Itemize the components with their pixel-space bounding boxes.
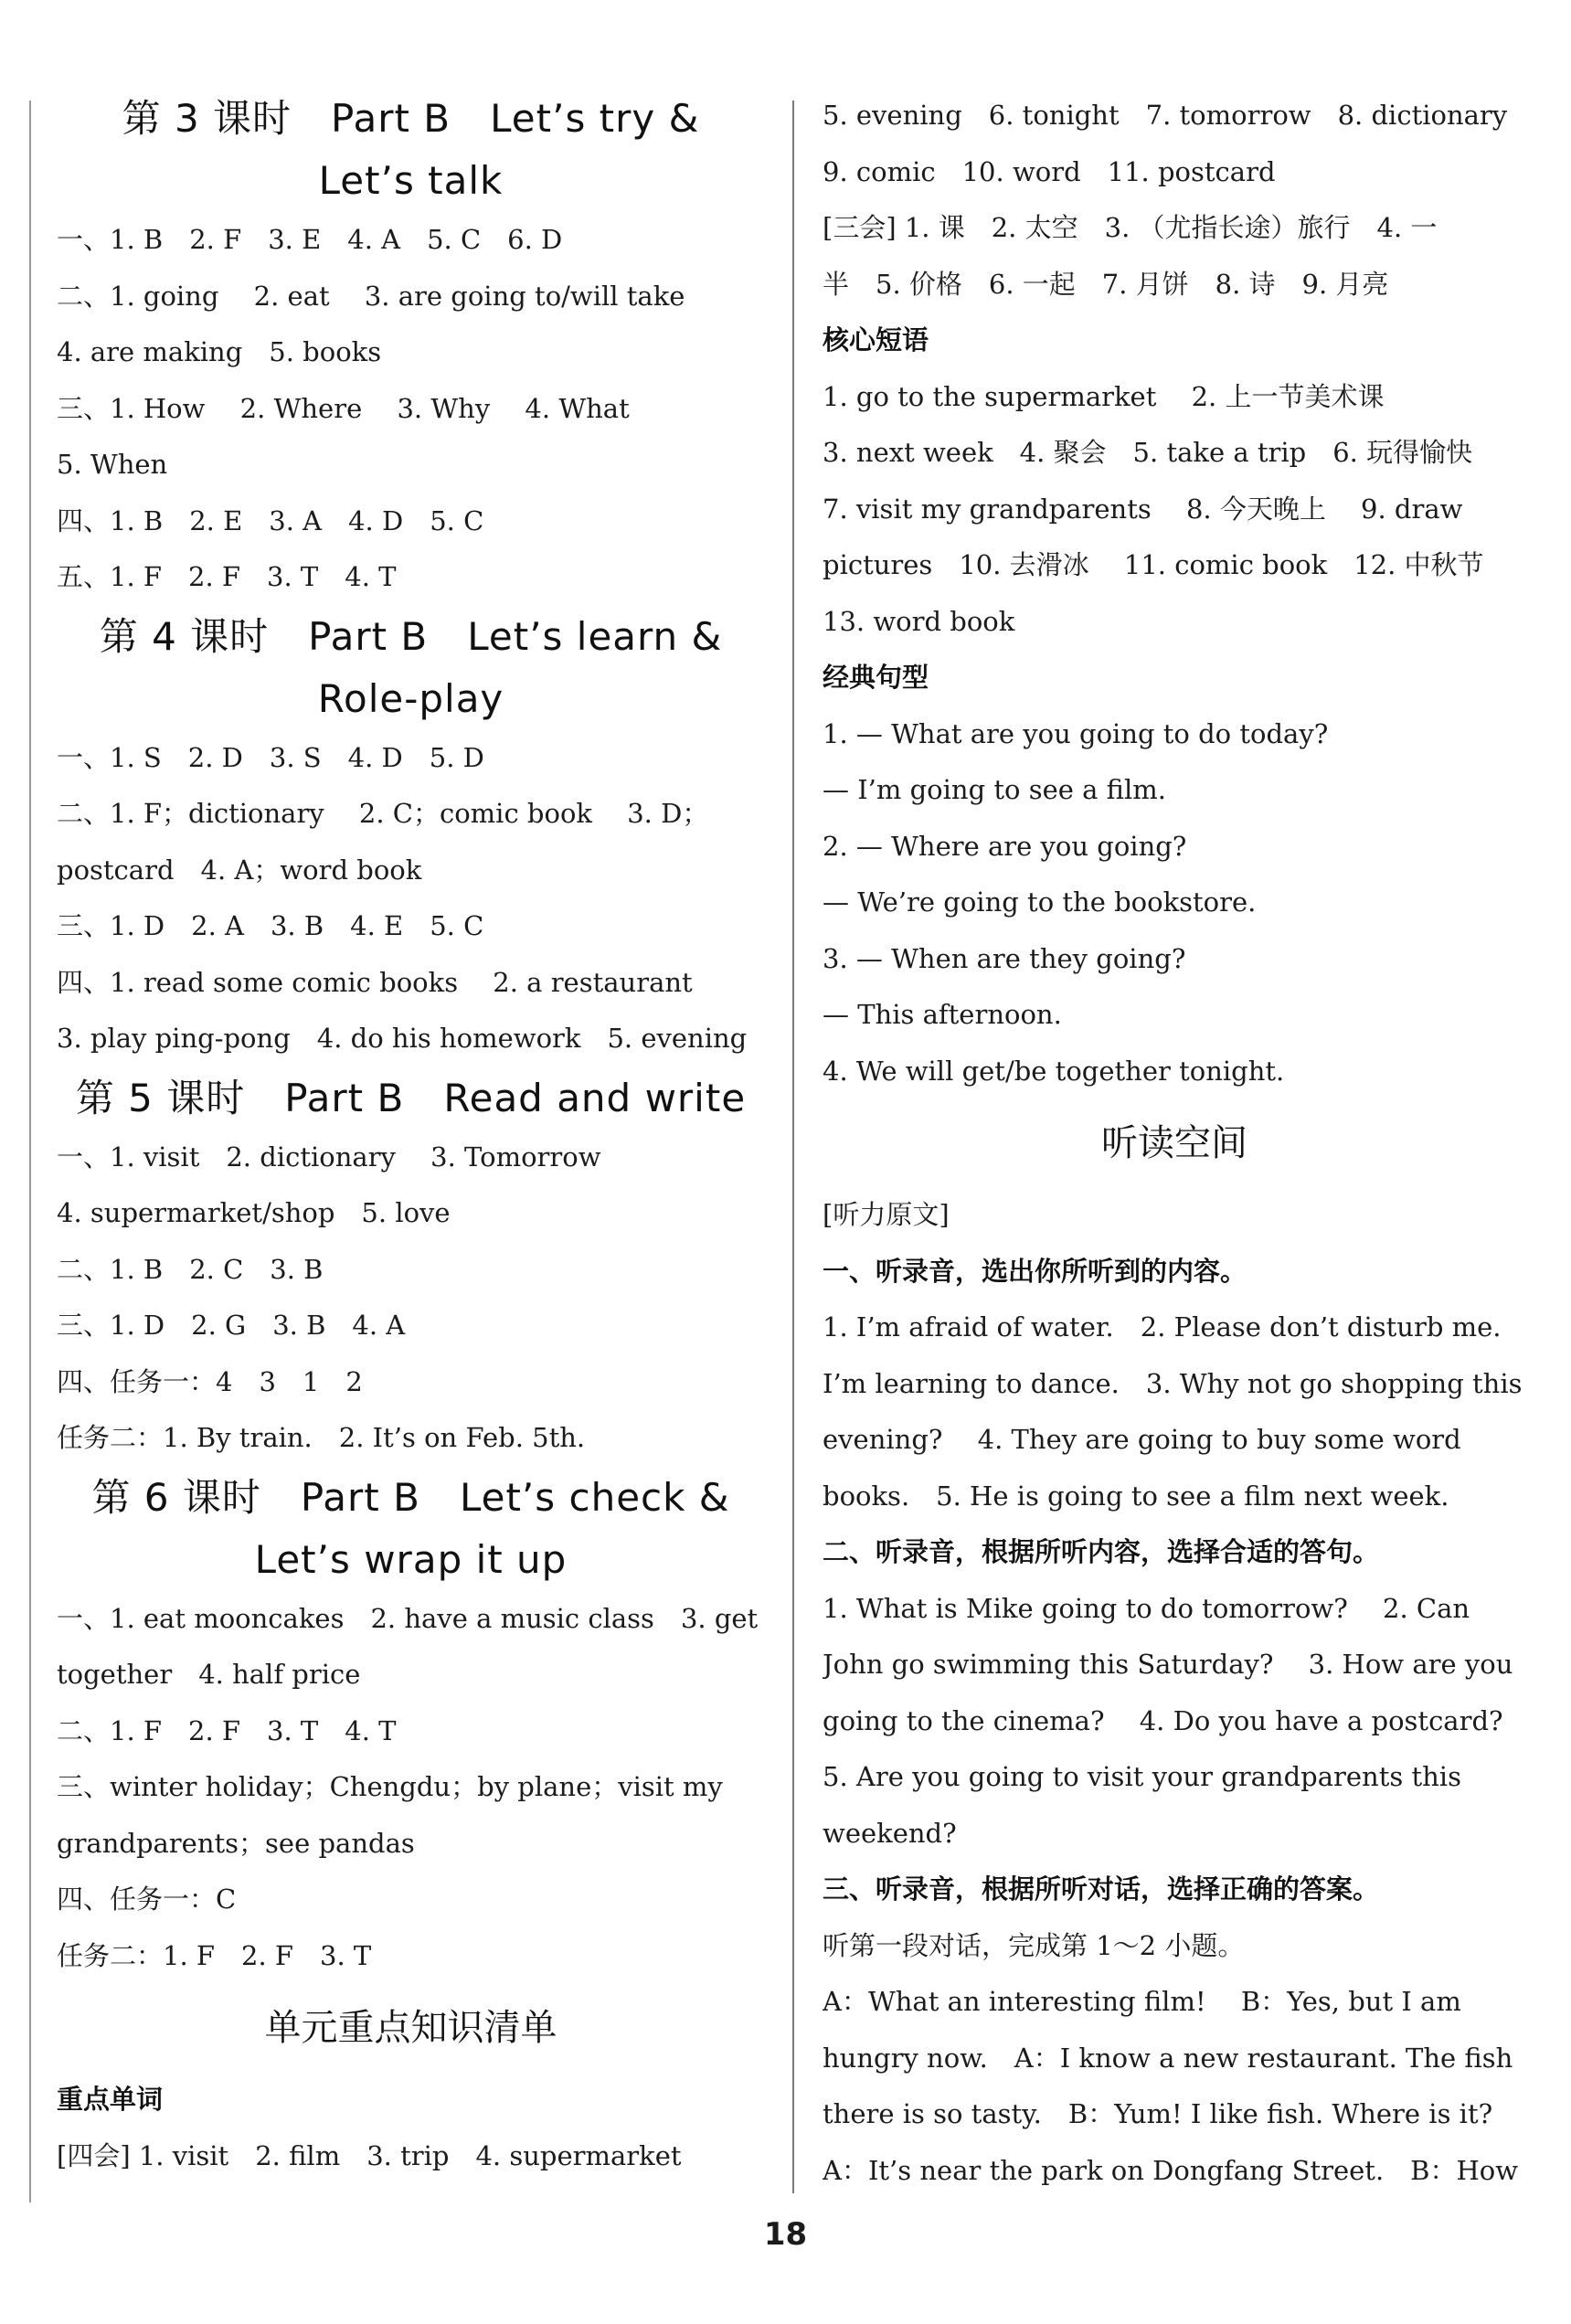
answer-line: 3. — When are they going? [823,942,1186,974]
answer-line: 二、1. going 2. eat 3. are going to/will take [57,280,685,312]
right-column [823,88,1526,2199]
answer-line: 二、1. B 2. C 3. B [57,1253,324,1285]
subheading: 一、听录音，选出你所听到的内容。 [823,1255,1247,1287]
answer-line: 四、1. read some comic books 2. a restaurant [57,966,693,998]
subheading: 重点单词 [57,2084,164,2115]
answer-line: 4. We will get/be together tonight. [823,1055,1285,1087]
answer-line: John go swimming this Saturday? 3. How are you [823,1649,1513,1680]
answer-line: weekend? [823,1817,957,1849]
section-heading: 单元重点知识清单 [264,2007,557,2049]
answer-line: — This afternoon. [823,999,1062,1030]
answer-line: I’m learning to dance. 3. Why not go shopping this [823,1367,1523,1399]
answer-line: 4. supermarket/shop 5. love [57,1197,451,1228]
left-column [57,88,765,2184]
answer-line: — We’re going to the bookstore. [823,886,1257,918]
answer-line: 1. What is Mike going to do tomorrow? 2. Can [823,1592,1470,1624]
subheading: 经典句型 [823,662,929,693]
answer-line: 任务二：1. By train. 2. It’s on Feb. 5th. [57,1422,586,1453]
answer-line: 四、任务一：C [57,1884,237,1915]
answer-line: 1. I’m afraid of water. 2. Please don’t disturb me. [823,1311,1502,1342]
answer-line: 3. next week 4. 聚会 5. take a trip 6. 玩得愉快 [823,437,1473,468]
answer-line: 5. evening 6. tonight 7. tomorrow 8. dictionary [823,100,1508,131]
answer-line: pictures 10. 去滑冰 11. comic book 12. 中秋节 [823,549,1484,580]
answer-line: 四、任务一：4 3 1 2 [57,1365,363,1397]
answer-line: 1. go to the supermarket 2. 上一节美术课 [823,380,1385,412]
answer-line: 一、1. visit 2. dictionary 3. Tomorrow [57,1141,601,1173]
section-title: 第 5 课时 Part B Read and write [75,1075,747,1120]
answer-line: 三、winter holiday；Chengdu；by plane；visit my [57,1771,723,1802]
answer-line: — I’m going to see a film. [823,774,1166,805]
section-title: 第 4 课时 Part B Let’s learn & [99,613,723,659]
answer-line: 三、1. D 2. G 3. B 4. A [57,1310,406,1341]
answer-line: A：What an interesting film! B：Yes, but I am [823,1986,1461,2017]
answer-line: there is so tasty. B：Yum! I like fish. Where is it? [823,2098,1493,2129]
answer-line: 一、1. eat mooncakes 2. have a music class 3. get [57,1602,759,1634]
answer-line: books. 5. He is going to see a film next week. [823,1480,1449,1512]
answer-line: hungry now. A：I know a new restaurant. The fish [823,2042,1513,2074]
section-title: Let’s talk [318,158,504,203]
answer-line: postcard 4. A；word book [57,854,422,886]
answer-line: 3. play ping-pong 4. do his homework 5. evening [57,1023,748,1054]
answer-line: [四会] 1. visit 2. film 3. trip 4. supermarket [57,2139,682,2171]
section-title: Let’s wrap it up [254,1536,568,1582]
answer-line: together 4. half price [57,1659,361,1690]
answer-line: 7. visit my grandparents 8. 今天晚上 9. draw [823,493,1463,525]
answer-line: evening? 4. They are going to buy some word [823,1424,1461,1455]
answer-line: 4. are making 5. books [57,336,382,367]
answer-line: 5. When [57,449,168,480]
answer-line: 一、1. B 2. F 3. E 4. A 5. C 6. D [57,224,563,255]
answer-line: [听力原文] [823,1199,950,1230]
subheading: 核心短语 [823,324,929,355]
answer-line: 一、1. S 2. D 3. S 4. D 5. D [57,741,484,773]
section-title: 第 6 课时 Part B Let’s check & [91,1474,730,1520]
answer-line: 三、1. How 2. Where 3. Why 4. What [57,392,630,424]
answer-line: going to the cinema? 4. Do you have a postcard? [823,1704,1503,1736]
answer-line: 二、1. F 2. F 3. T 4. T [57,1714,397,1746]
answer-line: 五、1. F 2. F 3. T 4. T [57,561,397,592]
answer-line: 听第一段对话，完成第 1～2 小题。 [823,1929,1245,1961]
answer-line: 二、1. F；dictionary 2. C；comic book 3. D； [57,798,709,829]
section-heading: 听读空间 [1101,1122,1247,1164]
answer-line: 13. word book [823,605,1015,637]
answer-line: 1. — What are you going to do today? [823,717,1329,749]
answer-line: 四、1. B 2. E 3. A 4. D 5. C [57,504,484,536]
section-title: Role-play [317,675,504,721]
answer-line: grandparents；see pandas [57,1827,415,1859]
answer-line: 5. Are you going to visit your grandparents this [823,1761,1461,1792]
answer-line: 半 5. 价格 6. 一起 7. 月饼 8. 诗 9. 月亮 [823,268,1389,300]
answer-line: [三会] 1. 课 2. 太空 3. （尤指长途）旅行 4. 一 [823,212,1438,243]
answer-line: 三、1. D 2. A 3. B 4. E 5. C [57,910,484,941]
answer-line: 任务二：1. F 2. F 3. T [57,1939,372,1971]
answer-line: 9. comic 10. word 11. postcard [823,155,1276,187]
page-margin-rule [29,101,31,2202]
section-title: 第 3 课时 Part B Let’s try & [122,96,700,141]
subheading: 二、听录音，根据所听内容，选择合适的答句。 [823,1536,1380,1567]
answer-line: A：It’s near the park on Dongfang Street. B：How [823,2154,1519,2186]
answer-line: 2. — Where are you going? [823,830,1187,862]
page-number: 18 [763,2216,808,2253]
subheading: 三、听录音，根据所听对话，选择正确的答案。 [823,1873,1380,1905]
column-divider [792,101,794,2193]
